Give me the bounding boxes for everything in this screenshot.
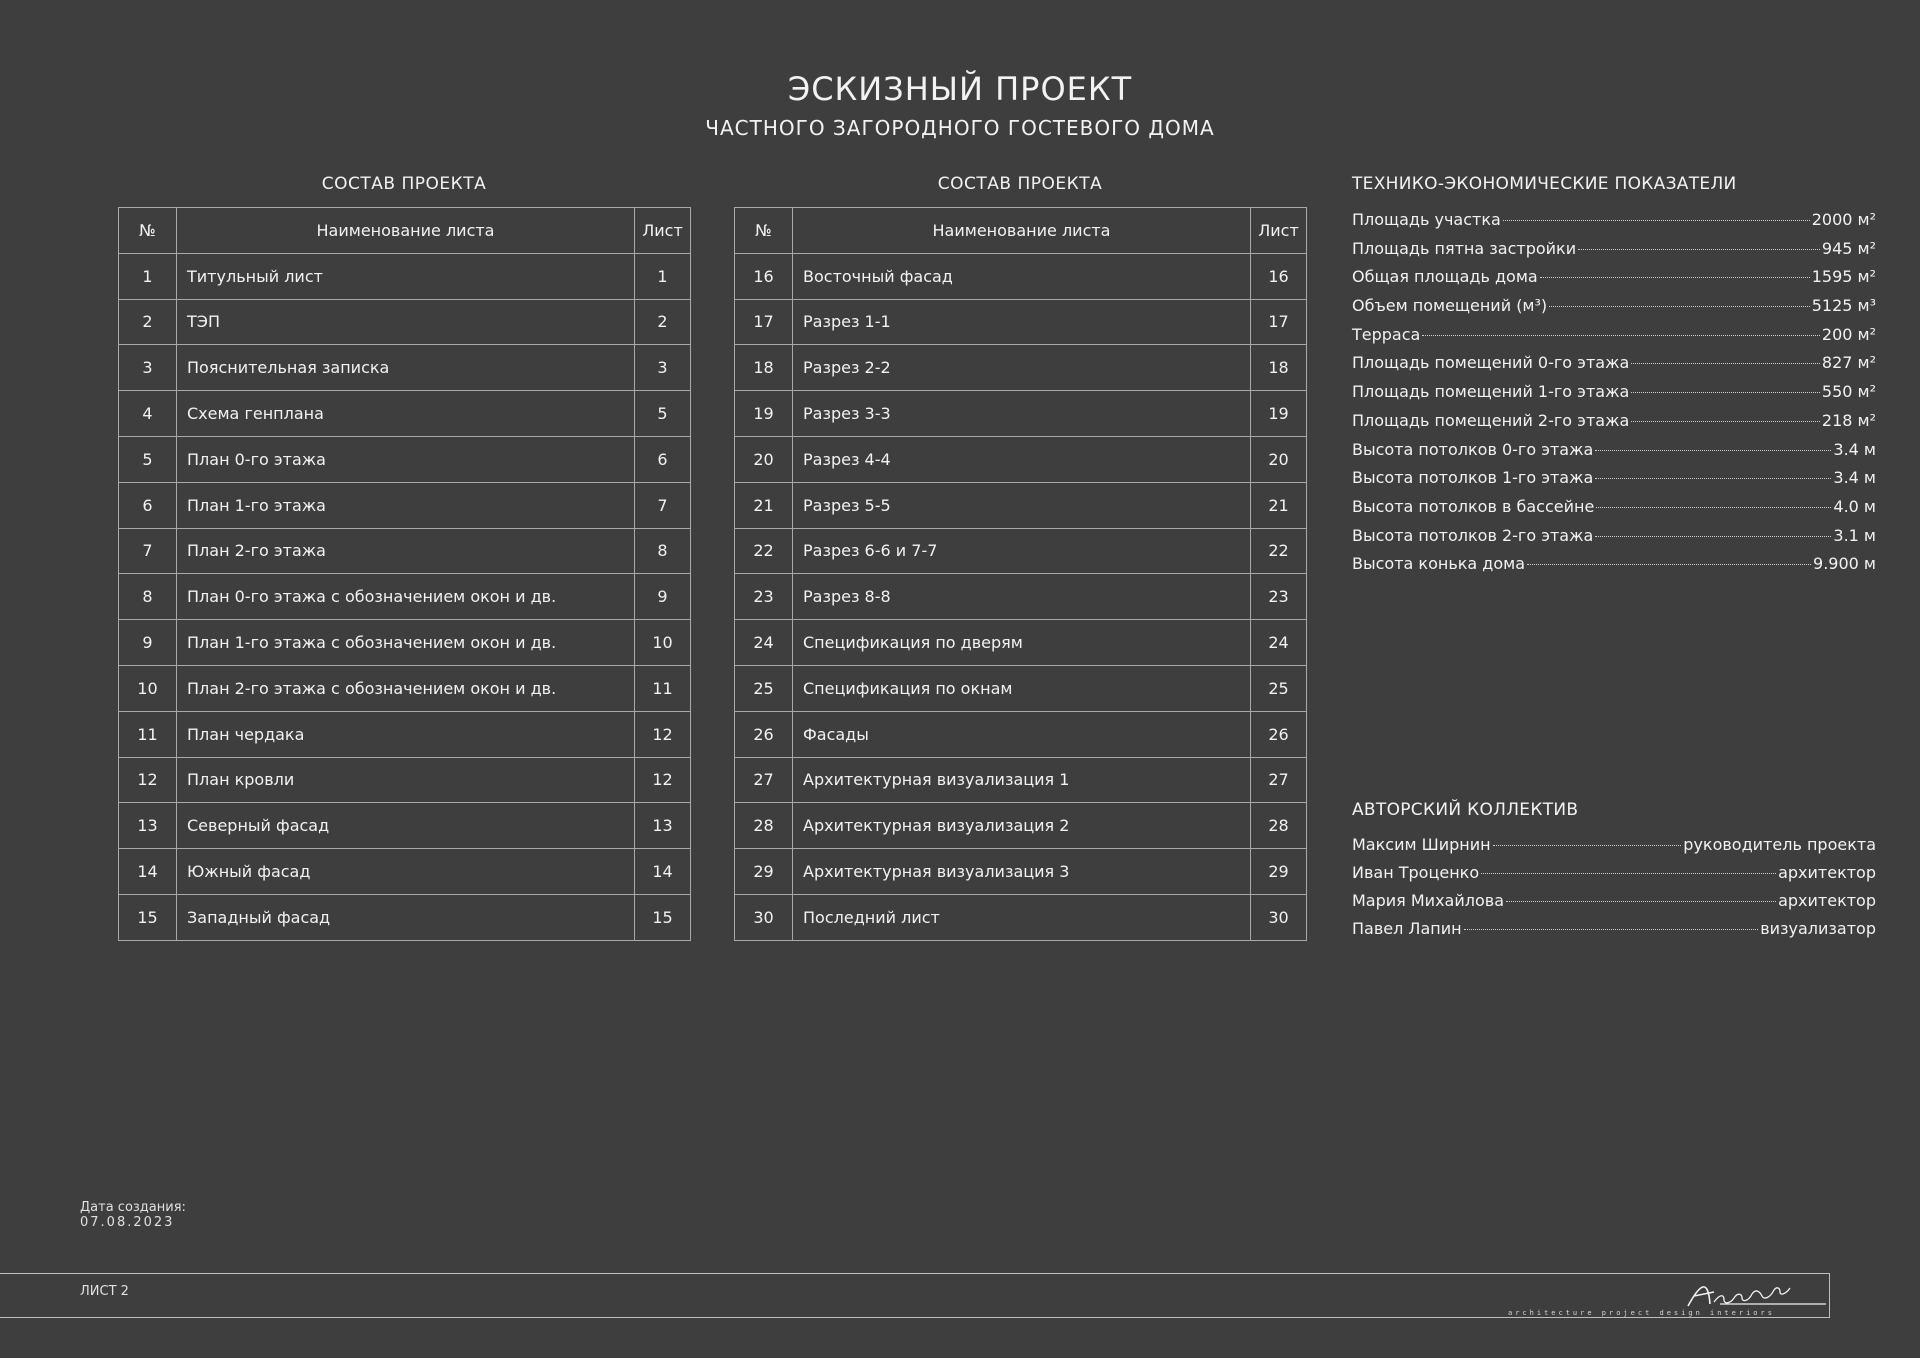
table-row bbox=[735, 299, 1307, 345]
table-row bbox=[735, 711, 1307, 757]
sheet-number: 13 bbox=[635, 803, 691, 849]
sheet-number: 7 bbox=[635, 482, 691, 528]
table-row bbox=[735, 620, 1307, 666]
tep-item bbox=[1352, 382, 1876, 411]
sheet-name: Пояснительная записка bbox=[177, 345, 635, 391]
row-number: 29 bbox=[735, 849, 793, 895]
sheet-number: 9 bbox=[635, 574, 691, 620]
tep-label: Высота конька дома bbox=[1352, 554, 1526, 574]
tep-title: ТЕХНИКО-ЭКОНОМИЧЕСКИЕ ПОКАЗАТЕЛИ bbox=[1352, 174, 1737, 194]
team-member bbox=[1352, 891, 1876, 919]
sheet-name: Разрез 5-5 bbox=[793, 482, 1251, 528]
logo-tagline: architecture project design interiors bbox=[1508, 1309, 1775, 1317]
dot-leader bbox=[1540, 277, 1810, 278]
sheet-number: 5 bbox=[635, 391, 691, 437]
tep-value: 3.4 м bbox=[1833, 439, 1876, 459]
table-row bbox=[119, 620, 691, 666]
sheet-number: 18 bbox=[1251, 345, 1307, 391]
sheet-name: План 0-го этажа с обозначением окон и дв. bbox=[177, 574, 635, 620]
sheet-number: 1 bbox=[635, 253, 691, 299]
tep-list bbox=[1352, 210, 1876, 583]
sheet-list-table-right bbox=[734, 207, 1307, 941]
table-row bbox=[119, 894, 691, 940]
sheet-number: 11 bbox=[635, 665, 691, 711]
tep-item bbox=[1352, 296, 1876, 325]
sheet-number: 16 bbox=[1251, 253, 1307, 299]
table-row bbox=[119, 665, 691, 711]
row-number: 9 bbox=[119, 620, 177, 666]
sheet-name: План 0-го этажа bbox=[177, 436, 635, 482]
tep-value: 550 м² bbox=[1821, 382, 1876, 402]
row-number: 24 bbox=[735, 620, 793, 666]
tep-item bbox=[1352, 497, 1876, 526]
row-number: 5 bbox=[119, 436, 177, 482]
sheet-name: Последний лист bbox=[793, 894, 1251, 940]
row-number: 25 bbox=[735, 665, 793, 711]
dot-leader bbox=[1506, 901, 1776, 902]
sheet-name: План 2-го этажа с обозначением окон и дв. bbox=[177, 665, 635, 711]
tep-label: Площадь помещений 0-го этажа bbox=[1352, 353, 1630, 373]
tep-label: Высота потолков 2-го этажа bbox=[1352, 525, 1594, 545]
row-number: 4 bbox=[119, 391, 177, 437]
table-row bbox=[119, 849, 691, 895]
tep-label: Площадь пятна застройки bbox=[1352, 238, 1577, 258]
dot-leader bbox=[1631, 421, 1820, 422]
tep-value: 5125 м³ bbox=[1811, 296, 1876, 316]
sheet-name: План чердака bbox=[177, 711, 635, 757]
sheet-number: 23 bbox=[1251, 574, 1307, 620]
sheet-name: Фасады bbox=[793, 711, 1251, 757]
member-name: Иван Троценко bbox=[1352, 863, 1480, 882]
sheet-number: 19 bbox=[1251, 391, 1307, 437]
sheet-number: 26 bbox=[1251, 711, 1307, 757]
tep-item bbox=[1352, 353, 1876, 382]
row-number: 3 bbox=[119, 345, 177, 391]
table-row bbox=[119, 711, 691, 757]
tep-value: 9.900 м bbox=[1813, 554, 1876, 574]
row-number: 6 bbox=[119, 482, 177, 528]
sheet-name: План 1-го этажа bbox=[177, 482, 635, 528]
dot-leader bbox=[1422, 335, 1820, 336]
sheet-number: 12 bbox=[635, 757, 691, 803]
tep-item bbox=[1352, 440, 1876, 469]
right-table-title: СОСТАВ ПРОЕКТА bbox=[937, 174, 1103, 194]
row-number: 12 bbox=[119, 757, 177, 803]
row-number: 10 bbox=[119, 665, 177, 711]
sheet-number: 15 bbox=[635, 894, 691, 940]
sheet-name: ТЭП bbox=[177, 299, 635, 345]
team-member bbox=[1352, 835, 1876, 863]
sheet-number: 25 bbox=[1251, 665, 1307, 711]
tep-label: Высота потолков в бассейне bbox=[1352, 496, 1595, 516]
page-title: ЭСКИЗНЫЙ ПРОЕКТ bbox=[787, 70, 1133, 108]
table-row bbox=[119, 803, 691, 849]
tep-value: 3.4 м bbox=[1833, 468, 1876, 488]
dot-leader bbox=[1578, 249, 1820, 250]
table-row bbox=[735, 391, 1307, 437]
member-name: Максим Ширнин bbox=[1352, 835, 1491, 854]
tep-item bbox=[1352, 468, 1876, 497]
tep-value: 945 м² bbox=[1821, 238, 1876, 258]
team-list bbox=[1352, 835, 1876, 947]
archigraph-logo bbox=[1680, 1274, 1830, 1314]
sheet-number: 21 bbox=[1251, 482, 1307, 528]
table-row bbox=[735, 574, 1307, 620]
table-row bbox=[119, 299, 691, 345]
dot-leader bbox=[1481, 873, 1776, 874]
row-number: 17 bbox=[735, 299, 793, 345]
sheet-name: Спецификация по окнам bbox=[793, 665, 1251, 711]
table-row bbox=[119, 757, 691, 803]
table-row bbox=[119, 574, 691, 620]
row-number: 20 bbox=[735, 436, 793, 482]
tep-label: Объем помещений (м³) bbox=[1352, 296, 1548, 316]
tep-item bbox=[1352, 267, 1876, 296]
creation-date-value: 07.08.2023 bbox=[80, 1215, 175, 1230]
table-row bbox=[119, 391, 691, 437]
table-row bbox=[119, 253, 691, 299]
sheet-number: 30 bbox=[1251, 894, 1307, 940]
sheet-number: 20 bbox=[1251, 436, 1307, 482]
member-name: Павел Лапин bbox=[1352, 919, 1462, 938]
page-subtitle: ЧАСТНОГО ЗАГОРОДНОГО ГОСТЕВОГО ДОМА bbox=[705, 116, 1215, 140]
table-row bbox=[735, 894, 1307, 940]
left-table-title: СОСТАВ ПРОЕКТА bbox=[321, 174, 487, 194]
sheet-number: 2 bbox=[635, 299, 691, 345]
dot-leader bbox=[1493, 845, 1682, 846]
tep-value: 200 м² bbox=[1821, 324, 1876, 344]
dot-leader bbox=[1631, 363, 1820, 364]
table-row bbox=[735, 253, 1307, 299]
table-row bbox=[119, 482, 691, 528]
member-role: визуализатор bbox=[1760, 919, 1876, 938]
row-number: 23 bbox=[735, 574, 793, 620]
sheet-name: Разрез 4-4 bbox=[793, 436, 1251, 482]
sheet-name: Разрез 1-1 bbox=[793, 299, 1251, 345]
sheet-name: Северный фасад bbox=[177, 803, 635, 849]
table-row bbox=[735, 849, 1307, 895]
tep-value: 827 м² bbox=[1821, 353, 1876, 373]
sheet-name: Спецификация по дверям bbox=[793, 620, 1251, 666]
sheet-number: 27 bbox=[1251, 757, 1307, 803]
sheet-name: Разрез 6-6 и 7-7 bbox=[793, 528, 1251, 574]
member-name: Мария Михайлова bbox=[1352, 891, 1504, 910]
table-row bbox=[735, 436, 1307, 482]
table-row bbox=[735, 665, 1307, 711]
tep-item bbox=[1352, 554, 1876, 583]
table-row bbox=[119, 345, 691, 391]
header-number: № bbox=[119, 208, 177, 254]
sheet-number: 14 bbox=[635, 849, 691, 895]
table-row bbox=[735, 757, 1307, 803]
sheet-number: 24 bbox=[1251, 620, 1307, 666]
sheet-name: Разрез 3-3 bbox=[793, 391, 1251, 437]
dot-leader bbox=[1595, 450, 1831, 451]
team-member bbox=[1352, 919, 1876, 947]
sheet-number: 3 bbox=[635, 345, 691, 391]
sheet-number: 8 bbox=[635, 528, 691, 574]
tep-value: 3.1 м bbox=[1833, 525, 1876, 545]
sheet-number: 12 bbox=[635, 711, 691, 757]
table-row bbox=[735, 345, 1307, 391]
table-row bbox=[735, 528, 1307, 574]
tep-item bbox=[1352, 526, 1876, 555]
member-role: архитектор bbox=[1778, 863, 1876, 882]
sheet-list-table-left bbox=[118, 207, 691, 941]
tep-label: Высота потолков 1-го этажа bbox=[1352, 468, 1594, 488]
row-number: 18 bbox=[735, 345, 793, 391]
dot-leader bbox=[1595, 536, 1831, 537]
tep-value: 1595 м² bbox=[1811, 267, 1876, 287]
tep-label: Терраса bbox=[1352, 324, 1421, 344]
tep-label: Площадь участка bbox=[1352, 210, 1501, 229]
member-role: руководитель проекта bbox=[1683, 835, 1876, 854]
sheet-number: 10 bbox=[635, 620, 691, 666]
sheet-name: Схема генплана bbox=[177, 391, 635, 437]
table-row bbox=[735, 482, 1307, 528]
row-number: 27 bbox=[735, 757, 793, 803]
sheet-name: Восточный фасад bbox=[793, 253, 1251, 299]
row-number: 11 bbox=[119, 711, 177, 757]
table-row bbox=[119, 528, 691, 574]
row-number: 26 bbox=[735, 711, 793, 757]
table-row bbox=[119, 436, 691, 482]
row-number: 19 bbox=[735, 391, 793, 437]
dot-leader bbox=[1549, 306, 1810, 307]
tep-value: 2000 м² bbox=[1811, 210, 1876, 229]
sheet-number: 6 bbox=[635, 436, 691, 482]
header-sheet-name: Наименование листа bbox=[793, 208, 1251, 254]
sheet-name: Разрез 8-8 bbox=[793, 574, 1251, 620]
row-number: 21 bbox=[735, 482, 793, 528]
team-title: АВТОРСКИЙ КОЛЛЕКТИВ bbox=[1352, 800, 1579, 820]
sheet-name: Архитектурная визуализация 2 bbox=[793, 803, 1251, 849]
dot-leader bbox=[1596, 507, 1831, 508]
tep-label: Общая площадь дома bbox=[1352, 267, 1538, 287]
dot-leader bbox=[1595, 478, 1831, 479]
tep-value: 218 м² bbox=[1821, 410, 1876, 430]
tep-label: Высота потолков 0-го этажа bbox=[1352, 439, 1594, 459]
sheet-label: ЛИСТ 2 bbox=[80, 1284, 129, 1299]
header-sheet: Лист bbox=[1251, 208, 1307, 254]
sheet-number: 22 bbox=[1251, 528, 1307, 574]
tep-value: 4.0 м bbox=[1833, 496, 1876, 516]
row-number: 8 bbox=[119, 574, 177, 620]
row-number: 15 bbox=[119, 894, 177, 940]
header-sheet-name: Наименование листа bbox=[177, 208, 635, 254]
sheet-name: Архитектурная визуализация 1 bbox=[793, 757, 1251, 803]
header-number: № bbox=[735, 208, 793, 254]
dot-leader bbox=[1527, 564, 1811, 565]
tep-item bbox=[1352, 210, 1876, 239]
row-number: 7 bbox=[119, 528, 177, 574]
tep-label: Площадь помещений 2-го этажа bbox=[1352, 410, 1630, 430]
dot-leader bbox=[1631, 392, 1820, 393]
row-number: 14 bbox=[119, 849, 177, 895]
row-number: 30 bbox=[735, 894, 793, 940]
row-number: 28 bbox=[735, 803, 793, 849]
right-table-body bbox=[735, 253, 1307, 940]
sheet-name: План 1-го этажа с обозначением окон и дв. bbox=[177, 620, 635, 666]
sheet-name: Титульный лист bbox=[177, 253, 635, 299]
sheet-name: План кровли bbox=[177, 757, 635, 803]
row-number: 13 bbox=[119, 803, 177, 849]
tep-item bbox=[1352, 239, 1876, 268]
creation-date-label: Дата создания: bbox=[80, 1200, 186, 1215]
header-sheet: Лист bbox=[635, 208, 691, 254]
row-number: 1 bbox=[119, 253, 177, 299]
tep-item bbox=[1352, 325, 1876, 354]
member-role: архитектор bbox=[1778, 891, 1876, 910]
row-number: 22 bbox=[735, 528, 793, 574]
tep-label: Площадь помещений 1-го этажа bbox=[1352, 382, 1630, 402]
sheet-name: Южный фасад bbox=[177, 849, 635, 895]
team-member bbox=[1352, 863, 1876, 891]
sheet-number: 28 bbox=[1251, 803, 1307, 849]
table-row bbox=[735, 803, 1307, 849]
sheet-number: 17 bbox=[1251, 299, 1307, 345]
dot-leader bbox=[1503, 220, 1810, 221]
left-table-body bbox=[119, 253, 691, 940]
sheet-name: Западный фасад bbox=[177, 894, 635, 940]
sheet-name: Архитектурная визуализация 3 bbox=[793, 849, 1251, 895]
sheet-name: Разрез 2-2 bbox=[793, 345, 1251, 391]
sheet-number: 29 bbox=[1251, 849, 1307, 895]
tep-item bbox=[1352, 411, 1876, 440]
sheet-name: План 2-го этажа bbox=[177, 528, 635, 574]
row-number: 2 bbox=[119, 299, 177, 345]
row-number: 16 bbox=[735, 253, 793, 299]
dot-leader bbox=[1464, 929, 1759, 930]
